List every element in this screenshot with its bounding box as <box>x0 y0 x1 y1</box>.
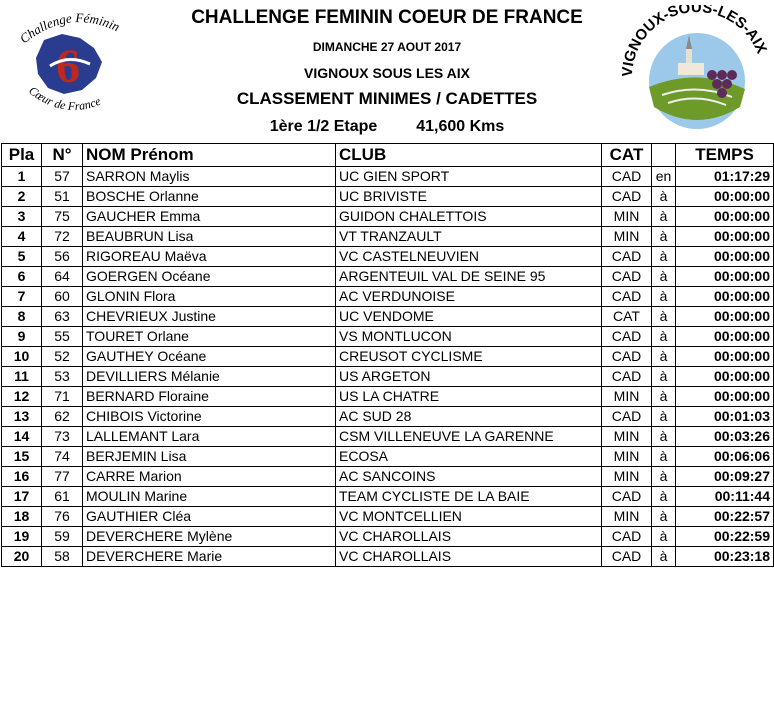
logo-left-number: 6 <box>56 40 80 93</box>
cell-num: 51 <box>42 187 83 207</box>
cell-pla: 6 <box>2 267 42 287</box>
table-row <box>2 487 774 507</box>
cell-pla: 20 <box>2 547 42 567</box>
cell-num: 73 <box>42 427 83 447</box>
cell-pla: 12 <box>2 387 42 407</box>
cell-temps: 00:23:18 <box>676 547 774 567</box>
cell-cat: CAD <box>602 547 652 567</box>
cell-club: VC CHAROLLAIS <box>336 547 602 567</box>
cell-temps: 00:00:00 <box>676 347 774 367</box>
cell-temps: 00:11:44 <box>676 487 774 507</box>
cell-pla: 18 <box>2 507 42 527</box>
cell-cat: MIN <box>602 387 652 407</box>
cell-a: à <box>652 327 676 347</box>
cell-cat: CAD <box>602 407 652 427</box>
table-row <box>2 347 774 367</box>
cell-a: à <box>652 227 676 247</box>
cell-nom: CHIBOIS Victorine <box>83 407 336 427</box>
cell-num: 72 <box>42 227 83 247</box>
cell-temps: 00:00:00 <box>676 307 774 327</box>
cell-nom: DEVERCHERE Marie <box>83 547 336 567</box>
cell-a: à <box>652 407 676 427</box>
cell-a: à <box>652 547 676 567</box>
cell-temps: 00:00:00 <box>676 207 774 227</box>
cell-num: 71 <box>42 387 83 407</box>
cell-num: 60 <box>42 287 83 307</box>
table-row <box>2 367 774 387</box>
col-header-num: N° <box>42 144 83 167</box>
cell-num: 58 <box>42 547 83 567</box>
table-header-row <box>2 144 774 167</box>
cell-num: 62 <box>42 407 83 427</box>
cell-pla: 2 <box>2 187 42 207</box>
logo-right-text: GNOUX-SOUS-LES-AIX <box>622 5 770 65</box>
cell-pla: 15 <box>2 447 42 467</box>
cell-a: à <box>652 287 676 307</box>
cell-nom: TOURET Orlane <box>83 327 336 347</box>
event-place: VIGNOUX SOUS LES AIX <box>304 65 470 81</box>
cell-a: à <box>652 247 676 267</box>
cell-cat: CAD <box>602 347 652 367</box>
cell-pla: 14 <box>2 427 42 447</box>
cell-pla: 5 <box>2 247 42 267</box>
cell-num: 76 <box>42 507 83 527</box>
cell-temps: 00:22:57 <box>676 507 774 527</box>
cell-a: à <box>652 487 676 507</box>
cell-cat: CAD <box>602 527 652 547</box>
cell-temps: 00:00:00 <box>676 227 774 247</box>
cell-cat: CAD <box>602 487 652 507</box>
cell-cat: CAD <box>602 267 652 287</box>
cell-num: 64 <box>42 267 83 287</box>
cell-pla: 7 <box>2 287 42 307</box>
cell-club: VS MONTLUCON <box>336 327 602 347</box>
cell-nom: BERNARD Floraine <box>83 387 336 407</box>
cell-club: US ARGETON <box>336 367 602 387</box>
cell-temps: 00:00:00 <box>676 387 774 407</box>
cell-pla: 11 <box>2 367 42 387</box>
col-header-nom: NOM Prénom <box>83 144 336 167</box>
cell-temps: 01:17:29 <box>676 167 774 187</box>
col-header-cat: CAT <box>602 144 652 167</box>
cell-cat: CAT <box>602 307 652 327</box>
etape-line <box>0 118 774 136</box>
table-row <box>2 447 774 467</box>
cell-temps: 00:00:00 <box>676 247 774 267</box>
cell-club: UC BRIVISTE <box>336 187 602 207</box>
cell-nom: LALLEMANT Lara <box>83 427 336 447</box>
cell-cat: MIN <box>602 227 652 247</box>
cell-club: US LA CHATRE <box>336 387 602 407</box>
table-row <box>2 407 774 427</box>
results-table <box>1 143 774 567</box>
table-row <box>2 207 774 227</box>
cell-nom: CARRE Marion <box>83 467 336 487</box>
cell-temps: 00:00:00 <box>676 187 774 207</box>
cell-pla: 3 <box>2 207 42 227</box>
cell-nom: GOERGEN Océane <box>83 267 336 287</box>
cell-a: à <box>652 387 676 407</box>
cell-club: ECOSA <box>336 447 602 467</box>
table-row <box>2 307 774 327</box>
cell-pla: 1 <box>2 167 42 187</box>
cell-nom: GLONIN Flora <box>83 287 336 307</box>
table-row <box>2 287 774 307</box>
cell-nom: RIGOREAU Maëva <box>83 247 336 267</box>
cell-num: 59 <box>42 527 83 547</box>
cell-num: 52 <box>42 347 83 367</box>
cell-num: 53 <box>42 367 83 387</box>
cell-a: à <box>652 307 676 327</box>
cell-a: à <box>652 367 676 387</box>
col-header-a <box>652 144 676 167</box>
cell-club: CREUSOT CYCLISME <box>336 347 602 367</box>
cell-a: à <box>652 447 676 467</box>
cell-nom: BEAUBRUN Lisa <box>83 227 336 247</box>
cell-nom: BOSCHE Orlanne <box>83 187 336 207</box>
cell-temps: 00:01:03 <box>676 407 774 427</box>
cell-cat: CAD <box>602 167 652 187</box>
cell-cat: MIN <box>602 427 652 447</box>
page-title: CHALLENGE FEMININ COEUR DE FRANCE <box>191 7 583 28</box>
cell-club: UC VENDOME <box>336 307 602 327</box>
cell-temps: 00:00:00 <box>676 287 774 307</box>
cell-nom: DEVERCHERE Mylène <box>83 527 336 547</box>
cell-a: à <box>652 467 676 487</box>
classement-title: CLASSEMENT MINIMES / CADETTES <box>236 89 538 108</box>
event-date: DIMANCHE 27 AOUT 2017 <box>312 40 462 54</box>
cell-temps: 00:06:06 <box>676 447 774 467</box>
table-row <box>2 547 774 567</box>
table-row <box>2 267 774 287</box>
cell-cat: CAD <box>602 247 652 267</box>
cell-temps: 00:09:27 <box>676 467 774 487</box>
cell-cat: CAD <box>602 187 652 207</box>
cell-num: 57 <box>42 167 83 187</box>
cell-pla: 19 <box>2 527 42 547</box>
table-row <box>2 167 774 187</box>
cell-temps: 00:03:26 <box>676 427 774 447</box>
cell-temps: 00:00:00 <box>676 267 774 287</box>
table-row <box>2 247 774 267</box>
cell-temps: 00:00:00 <box>676 367 774 387</box>
cell-club: VC CASTELNEUVIEN <box>336 247 602 267</box>
cell-club: AC VERDUNOISE <box>336 287 602 307</box>
cell-club: UC GIEN SPORT <box>336 167 602 187</box>
cell-club: ARGENTEUIL VAL DE SEINE 95 <box>336 267 602 287</box>
etape-distance: 41,600 Kms <box>416 118 505 135</box>
cell-num: 63 <box>42 307 83 327</box>
cell-cat: MIN <box>602 207 652 227</box>
cell-club: VT TRANZAULT <box>336 227 602 247</box>
col-header-club: CLUB <box>336 144 602 167</box>
cell-a: à <box>652 507 676 527</box>
cell-a: à <box>652 207 676 227</box>
table-row <box>2 187 774 207</box>
cell-pla: 4 <box>2 227 42 247</box>
cell-cat: CAD <box>602 327 652 347</box>
col-header-temps: TEMPS <box>676 144 774 167</box>
cell-num: 75 <box>42 207 83 227</box>
table-row <box>2 467 774 487</box>
cell-pla: 16 <box>2 467 42 487</box>
cell-a: en <box>652 167 676 187</box>
cell-nom: GAUTHIER Cléa <box>83 507 336 527</box>
cell-club: AC SANCOINS <box>336 467 602 487</box>
table-row <box>2 227 774 247</box>
cell-pla: 13 <box>2 407 42 427</box>
cell-club: VC MONTCELLIEN <box>336 507 602 527</box>
cell-nom: CHEVRIEUX Justine <box>83 307 336 327</box>
cell-nom: MOULIN Marine <box>83 487 336 507</box>
cell-temps: 00:22:59 <box>676 527 774 547</box>
cell-club: CSM VILLENEUVE LA GARENNE <box>336 427 602 447</box>
table-row <box>2 387 774 407</box>
cell-a: à <box>652 187 676 207</box>
cell-cat: MIN <box>602 467 652 487</box>
cell-cat: CAD <box>602 367 652 387</box>
table-row <box>2 427 774 447</box>
etape-label: 1ère 1/2 Etape <box>269 118 378 135</box>
cell-cat: MIN <box>602 507 652 527</box>
cell-club: AC SUD 28 <box>336 407 602 427</box>
cell-nom: DEVILLIERS Mélanie <box>83 367 336 387</box>
cell-cat: CAD <box>602 287 652 307</box>
cell-a: à <box>652 267 676 287</box>
logo-left-top-text: Challenge Féminin <box>16 10 123 47</box>
cell-num: 77 <box>42 467 83 487</box>
col-header-pla: Pla <box>2 144 42 167</box>
cell-a: à <box>652 427 676 447</box>
cell-nom: SARRON Maylis <box>83 167 336 187</box>
cell-num: 74 <box>42 447 83 467</box>
cell-pla: 17 <box>2 487 42 507</box>
cell-club: TEAM CYCLISTE DE LA BAIE <box>336 487 602 507</box>
cell-num: 55 <box>42 327 83 347</box>
cell-club: GUIDON CHALETTOIS <box>336 207 602 227</box>
cell-pla: 9 <box>2 327 42 347</box>
cell-pla: 8 <box>2 307 42 327</box>
logo-left-bottom-text: Cœur de France <box>26 83 103 114</box>
table-row <box>2 507 774 527</box>
cell-temps: 00:00:00 <box>676 327 774 347</box>
cell-a: à <box>652 347 676 367</box>
cell-nom: GAUTHEY Océane <box>83 347 336 367</box>
cell-pla: 10 <box>2 347 42 367</box>
cell-club: VC CHAROLLAIS <box>336 527 602 547</box>
cell-a: à <box>652 527 676 547</box>
table-row <box>2 327 774 347</box>
cell-cat: MIN <box>602 447 652 467</box>
cell-nom: GAUCHER Emma <box>83 207 336 227</box>
cell-num: 56 <box>42 247 83 267</box>
cell-num: 61 <box>42 487 83 507</box>
cell-nom: BERJEMIN Lisa <box>83 447 336 467</box>
table-row <box>2 527 774 547</box>
